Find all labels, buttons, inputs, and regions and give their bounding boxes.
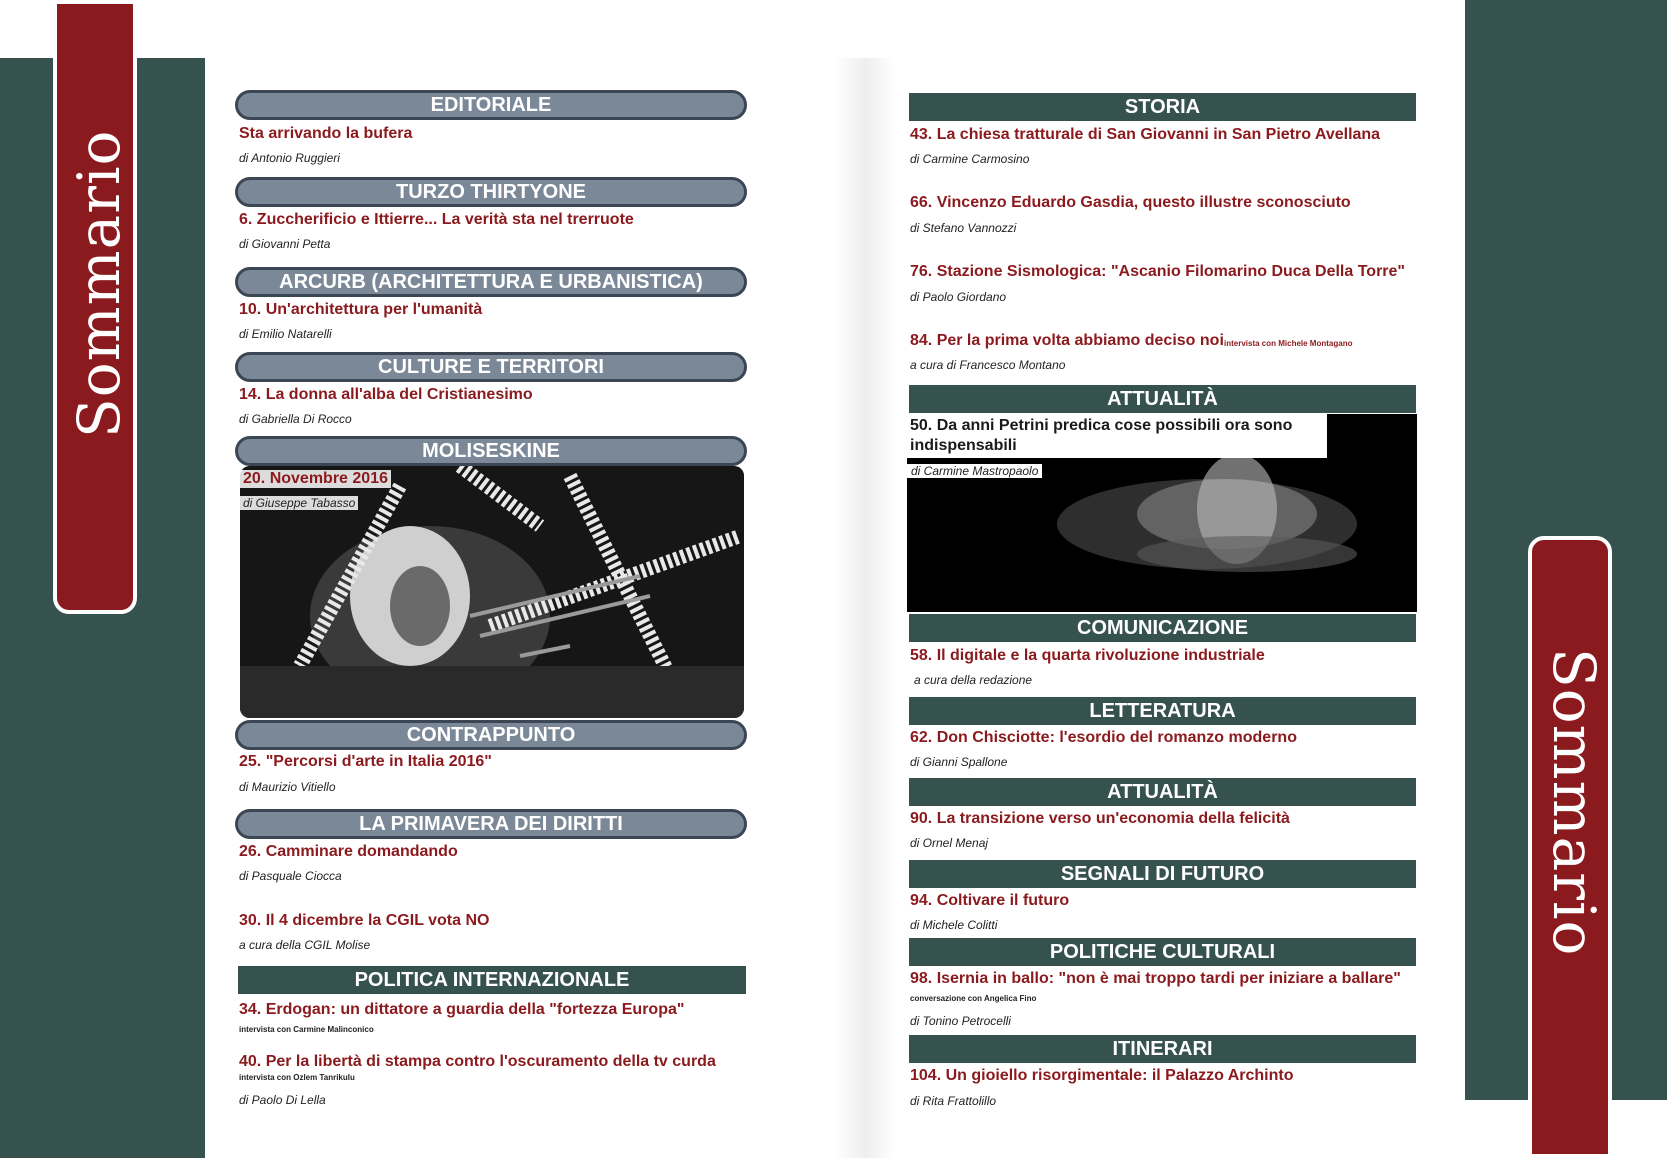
article-author: di Ornel Menaj [910,836,989,850]
article-title[interactable]: 94. Coltivare il futuro [910,892,1070,909]
article-author: di Rita Frattolillo [910,1094,997,1108]
article-author: di Gabriella Di Rocco [239,412,352,426]
article-title[interactable]: 25. "Percorsi d'arte in Italia 2016" [239,753,492,770]
article-title[interactable]: 76. Stazione Sismologica: "Ascanio Filomarino Duca Della Torre" [910,263,1405,280]
article-title[interactable]: 40. Per la libertà di stampa contro l'oscuramento della tv curda [239,1053,716,1070]
article-title[interactable]: 10. Un'architettura per l'umanità [239,301,483,318]
article-title[interactable]: 26. Camminare domandando [239,843,458,860]
article-note: intervista con Ozlem Tanrikulu [239,1073,355,1082]
sommario-label-left: Sommario [65,129,133,438]
section-header-storia: STORIA [909,93,1416,121]
article-author: di Gianni Spallone [910,755,1008,769]
article-title[interactable]: 50. Da anni Petrini predica cose possibili ora sono indispensabili [910,417,1293,454]
section-header-itinerari: ITINERARI [909,1035,1416,1063]
article-author: di Giuseppe Tabasso [240,496,358,510]
article-title[interactable]: Sta arrivando la bufera [239,125,413,142]
article-title[interactable]: 90. La transizione verso un'economia della felicità [910,810,1290,827]
section-header-editoriale: EDITORIALE [235,90,747,120]
article-title[interactable]: 104. Un gioiello risorgimentale: il Palazzo Archinto [910,1067,1294,1084]
section-header-attualita: ATTUALITÀ [909,385,1416,413]
article-author: a cura della CGIL Molise [239,938,371,952]
article-title[interactable]: 66. Vincenzo Eduardo Gasdia, questo illustre sconosciuto [910,194,1351,211]
article-author: di Maurizio Vitiello [239,780,336,794]
section-header-arcurb: ARCURB (ARCHITETTURA E URBANISTICA) [235,267,747,297]
left-sommario-tab [53,0,137,614]
article-author: di Pasquale Ciocca [239,869,342,883]
section-header-segnali: SEGNALI DI FUTURO [909,860,1416,888]
article-title[interactable]: 98. Isernia in ballo: "non è mai troppo tardi per iniziare a ballare" [910,970,1401,987]
article-author: di Tonino Petrocelli [910,1014,1011,1028]
page-gutter [835,58,895,1158]
section-header-politiche: POLITICHE CULTURALI [909,938,1416,966]
sommario-label-right: Sommario [1540,648,1608,957]
section-header-primavera: LA PRIMAVERA DEI DIRITTI [235,809,747,839]
section-header-comunicazione: COMUNICAZIONE [909,614,1416,642]
article-author: di Michele Colitti [910,918,998,932]
article-title[interactable]: 6. Zuccherificio e Ittierre... La verità sta nel trerruote [239,211,634,228]
article-author: di Stefano Vannozzi [910,221,1017,235]
section-header-contrappunto: CONTRAPPUNTO [235,720,747,750]
article-author: di Carmine Mastropaolo [907,464,1042,478]
article-title[interactable]: 43. La chiesa tratturale di San Giovanni in San Pietro Avellana [910,126,1381,143]
article-title[interactable]: 62. Don Chisciotte: l'esordio del romanzo moderno [910,729,1297,746]
article-title[interactable]: 14. La donna all'alba del Cristianesimo [239,386,533,403]
section-header-letteratura: LETTERATURA [909,697,1416,725]
article-author: di Paolo Di Lella [239,1093,326,1107]
article-author: di Carmine Carmosino [910,152,1030,166]
article-author: a cura di Francesco Montano [910,358,1066,372]
section-header-politica: POLITICA INTERNAZIONALE [238,966,746,994]
article-author: a cura della redazione [914,673,1033,687]
section-header-moliseskine: MOLISESKINE [235,436,747,466]
right-sommario-tab [1528,536,1612,1158]
article-author: di Emilio Natarelli [239,327,332,341]
section-header-attualita-2: ATTUALITÀ [909,778,1416,806]
article-title[interactable]: 30. Il 4 dicembre la CGIL vota NO [239,912,490,929]
article-title[interactable]: 20. Novembre 2016 [240,470,391,488]
article-title[interactable]: 58. Il digitale e la quarta rivoluzione industriale [910,647,1265,664]
article-note: intervista con Michele Montagano [1224,339,1353,348]
article-note: conversazione con Angelica Fino [910,994,1037,1003]
section-header-culture: CULTURE E TERRITORI [235,352,747,382]
article-author: di Giovanni Petta [239,237,331,251]
article-title[interactable]: 34. Erdogan: un dittatore a guardia della "fortezza Europa" [239,1001,685,1018]
section-header-turzo: TURZO THIRTYONE [235,177,747,207]
article-title[interactable]: 84. Per la prima volta abbiamo deciso noi [910,332,1224,349]
article-author: di Antonio Ruggieri [239,151,340,165]
article-note: intervista con Carmine Malinconico [239,1025,374,1034]
article-author: di Paolo Giordano [910,290,1007,304]
attualita-title-box [907,414,1327,458]
